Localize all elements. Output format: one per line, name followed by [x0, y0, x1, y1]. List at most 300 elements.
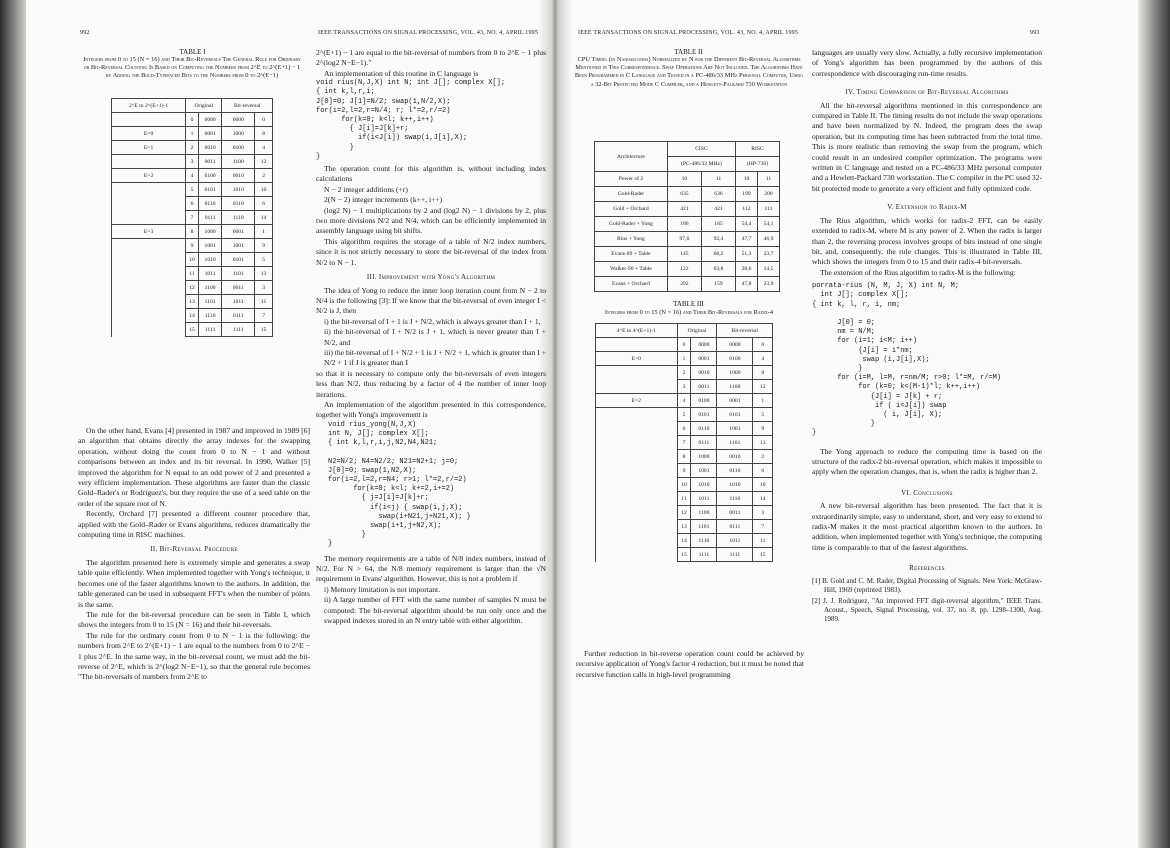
- index-cell: 9: [186, 239, 199, 253]
- group-cell: [596, 464, 678, 478]
- index-cell: 11: [677, 492, 691, 506]
- table-row: [596, 548, 773, 562]
- group-cell: [596, 366, 678, 380]
- table-row: [596, 506, 773, 520]
- timing-cell: 186: [667, 217, 701, 232]
- binary-cell: 1101: [222, 267, 255, 281]
- algorithm-name-cell: Walker-90 + Table: [595, 262, 668, 277]
- paragraph: Recently, Orchard [7] presented a different counter procedure that, applied with the Gold–Rader or Evans algorithms, reduces dramatically the computing time in RISC machines.: [78, 509, 310, 540]
- timing-cell: 199: [736, 187, 758, 202]
- timing-cell: 122: [667, 262, 701, 277]
- timing-cell: 112: [736, 202, 758, 217]
- index-cell: 14: [677, 534, 691, 548]
- reversed-index-cell: 9: [255, 239, 273, 253]
- binary-cell: 1000: [717, 366, 753, 380]
- timing-cell: 636: [701, 187, 735, 202]
- binary-cell: 0111: [717, 520, 753, 534]
- paragraph: The memory requirements are a table of N/8 index numbers, instead of N/2. For N > 64, the N/8 memory requirement is larger than the √N requirement in Evans' algorithm. However, this is not a problem if: [316, 553, 546, 584]
- binary-cell: 1011: [222, 295, 255, 309]
- group-cell: [596, 450, 678, 464]
- binary-cell: 1010: [691, 478, 717, 492]
- reversed-index-cell: 5: [255, 253, 273, 267]
- binary-cell: 1010: [198, 253, 222, 267]
- table-row: [596, 478, 773, 492]
- table-row: [596, 492, 773, 506]
- timing-cell: 51,3: [736, 247, 758, 262]
- index-cell: 8: [677, 450, 691, 464]
- reversed-index-cell: 3: [255, 281, 273, 295]
- table-row: [112, 197, 273, 211]
- reversed-index-cell: 9: [753, 422, 773, 436]
- table-row: [112, 295, 273, 309]
- index-cell: 3: [186, 155, 199, 169]
- binary-cell: 0100: [717, 352, 753, 366]
- timing-cell: 47,7: [736, 232, 758, 247]
- table-row: [112, 239, 273, 253]
- code-rius-yong: void rius_yong(N,J,X) int N, J[]; complex X[]; { int k,l,r,i,j,N2,N4,N21; N2=N/2; N4=N2/2; N21=N2+1; j=0; J[0]=0; swap(1,N2,X); for(i=2,l=2,r=N4; r>1; l*=2,r/=2) for(k=0; k<l; k+=2,i+=2) { j=J[i]=J[k]+r; if(i<j) { swap(i,j,X); swap(i+N21,j+N21,X); } swap(i+1,j+N2,X); } }: [328, 420, 471, 549]
- table-row: [595, 217, 780, 232]
- group-cell: [596, 408, 678, 422]
- binary-cell: 1100: [222, 155, 255, 169]
- group-cell: [112, 309, 186, 323]
- index-cell: 3: [677, 380, 691, 394]
- right-col2-text: [812, 48, 1042, 626]
- binary-cell: 1001: [198, 239, 222, 253]
- index-cell: 9: [677, 464, 691, 478]
- binary-cell: 0001: [691, 352, 717, 366]
- paragraph: so that it is necessary to compute only the bit-reversals of even integers less than N/2, thus reducing by a factor of 4 the number of inner loop iterations.: [316, 368, 546, 399]
- table2-caption: CPU Timing (in Nanoseconds) Normalized by N for the Different Bit-Reversal Algorithms Mentioned in This Correspondence. Swap Operations Are Not Included. The Algorithms Have Been Programmed in C Language and Tested in a PC-486/33 MHz Personal Computer, Using a 32-Bit Protected Mode C Compiler, and a Hewlett-Packard 730 Workstation: [574, 56, 804, 88]
- binary-cell: 1110: [222, 211, 255, 225]
- index-cell: 6: [677, 422, 691, 436]
- binary-cell: 0010: [198, 141, 222, 155]
- group-cell: [112, 183, 186, 197]
- index-cell: 5: [186, 183, 199, 197]
- binary-cell: 1111: [691, 548, 717, 562]
- group-cell: E=1: [112, 141, 186, 155]
- reversed-index-cell: 8: [753, 366, 773, 380]
- section3-title: III. Improvement with Yong's Algorithm: [366, 273, 496, 282]
- col-subheader: (PC-486/33 MHz): [667, 157, 735, 172]
- binary-cell: 0000: [222, 113, 255, 127]
- index-cell: 13: [677, 520, 691, 534]
- binary-cell: 1110: [717, 492, 753, 506]
- index-cell: 6: [186, 197, 199, 211]
- timing-cell: 10: [736, 172, 758, 187]
- table2: [594, 141, 780, 292]
- binary-cell: 1111: [198, 323, 222, 337]
- binary-cell: 1011: [717, 534, 753, 548]
- right-running-head: IEEE TRANSACTIONS ON SIGNAL PROCESSING, VOL. 43, NO. 4, APRIL 1995: [578, 30, 799, 36]
- table-row: [596, 352, 773, 366]
- binary-cell: 1101: [198, 295, 222, 309]
- binary-cell: 0111: [222, 309, 255, 323]
- binary-cell: 0000: [198, 113, 222, 127]
- reversed-index-cell: 7: [753, 520, 773, 534]
- reference-item: [2] J. J. Rodriguez, "An improved FFT digit-reversal algorithm," IEEE Trans. Acoust., Speech, Signal Processing, vol. 37, no. 8, pp. 1298–1300, Aug. 1989.: [812, 596, 1042, 623]
- left-col1-text: [78, 426, 310, 683]
- reversed-index-cell: 14: [753, 492, 773, 506]
- col-header: Bit-reversal: [222, 99, 273, 113]
- timing-cell: 11: [701, 172, 735, 187]
- binary-cell: 0011: [717, 506, 753, 520]
- reversed-index-cell: 1: [255, 225, 273, 239]
- col-header: Architecture: [595, 142, 668, 172]
- list-item: i) Memory limitation is not important.: [324, 584, 441, 594]
- list-item: iii) the bit-reversal of I + N/2 + 1 is J + N/2 + 1, which is greater than I + N/2 + 1 if J is greater than I: [324, 347, 546, 368]
- table-row: [596, 450, 773, 464]
- group-cell: [112, 253, 186, 267]
- binary-cell: 1011: [198, 267, 222, 281]
- paragraph: The operation count for this algorithm is, without including index calculations: [316, 164, 546, 184]
- timing-cell: 54,1: [757, 217, 779, 232]
- reversed-index-cell: 4: [753, 352, 773, 366]
- binary-cell: 1101: [717, 436, 753, 450]
- code-rius: void rius(N,J,X) int N; int J[]; complex X[]; { int k,l,r,i; J[0]=0; J[1]=N/2; swap(1,N/2,X); for(i=2,l=2,r=N/4; r; l*=2,r/=2) for(k=0; k<l; k++,i++) { J[i]=J[k]+r; if(i<J[i]) swap(i,J[i],X); } }: [316, 79, 506, 161]
- reversed-index-cell: 12: [753, 380, 773, 394]
- reversed-index-cell: 5: [753, 408, 773, 422]
- right-scan-edge: [1138, 0, 1170, 848]
- group-cell: E=2: [596, 394, 678, 408]
- reversed-index-cell: 2: [753, 450, 773, 464]
- table-header-row: [596, 324, 773, 338]
- table-row: [595, 232, 780, 247]
- binary-cell: 1001: [222, 239, 255, 253]
- group-cell: [112, 295, 186, 309]
- table-header-row: [595, 142, 780, 157]
- reversed-index-cell: 6: [255, 197, 273, 211]
- table-row: [595, 172, 780, 187]
- table-row: [596, 520, 773, 534]
- reversed-index-cell: 3: [753, 506, 773, 520]
- index-cell: 2: [677, 366, 691, 380]
- op-item: 2(N − 2) integer increments (k++, i++): [324, 195, 443, 205]
- binary-cell: 1000: [691, 450, 717, 464]
- group-cell: [596, 506, 678, 520]
- index-cell: 2: [186, 141, 199, 155]
- table3: [595, 323, 773, 562]
- binary-cell: 1110: [198, 309, 222, 323]
- paragraph: The extension of the Rius algorithm to radix-M is the following:: [820, 267, 1016, 277]
- binary-cell: 0011: [222, 281, 255, 295]
- table-row: [112, 127, 273, 141]
- binary-cell: 0100: [222, 141, 255, 155]
- timing-cell: 159: [701, 277, 735, 292]
- table1: [111, 98, 273, 337]
- table-row: [596, 422, 773, 436]
- reversed-index-cell: 13: [753, 436, 773, 450]
- binary-cell: 1100: [691, 506, 717, 520]
- index-cell: 4: [677, 394, 691, 408]
- reversed-index-cell: 12: [255, 155, 273, 169]
- table-row: [112, 281, 273, 295]
- table-row: [596, 436, 773, 450]
- left-page-number: 992: [80, 30, 90, 36]
- index-cell: 10: [677, 478, 691, 492]
- table-row: [595, 247, 780, 262]
- col-subheader: (HP-730): [736, 157, 780, 172]
- group-cell: [596, 478, 678, 492]
- index-cell: 12: [677, 506, 691, 520]
- paragraph: An implementation of this routine in C language is: [324, 68, 479, 78]
- binary-cell: 0110: [222, 197, 255, 211]
- algorithm-name-cell: Power of 2: [595, 172, 668, 187]
- reversed-index-cell: 10: [753, 478, 773, 492]
- timing-cell: 421: [667, 202, 701, 217]
- binary-cell: 1011: [691, 492, 717, 506]
- index-cell: 10: [186, 253, 199, 267]
- index-cell: 14: [186, 309, 199, 323]
- timing-cell: 63,8: [701, 262, 735, 277]
- timing-cell: 635: [667, 187, 701, 202]
- table3-title: TABLE III: [673, 300, 704, 308]
- binary-cell: 1110: [691, 534, 717, 548]
- timing-cell: 23,7: [757, 247, 779, 262]
- binary-cell: 0010: [717, 450, 753, 464]
- binary-cell: 0000: [691, 338, 717, 352]
- table-header-row: [112, 99, 273, 113]
- paragraph: languages are usually very slow. Actually, a fully recursive implementation of Yong's algorithm has been programmed by the authors of this correspondence with discouraging run-time results.: [812, 48, 1042, 78]
- reversed-index-cell: 2: [255, 169, 273, 183]
- table1-title: TABLE I: [179, 48, 206, 56]
- reversed-index-cell: 0: [255, 113, 273, 127]
- table-row: [112, 183, 273, 197]
- binary-cell: 0001: [222, 225, 255, 239]
- group-cell: [596, 422, 678, 436]
- index-cell: 13: [186, 295, 199, 309]
- table-row: [112, 211, 273, 225]
- binary-cell: 0100: [691, 394, 717, 408]
- op-item: N − 2 integer additions (+r): [324, 184, 408, 194]
- binary-cell: 1010: [717, 478, 753, 492]
- reversed-index-cell: 15: [255, 323, 273, 337]
- index-cell: 12: [186, 281, 199, 295]
- timing-cell: 47,8: [736, 277, 758, 292]
- col-header: Original: [186, 99, 222, 113]
- table-row: [112, 155, 273, 169]
- op-item: (log2 N) − 1 multiplications by 2 and (log2 N) − 1 divisions by 2, plus two more divisions N/2 and N/4, which can be efficiently implemented in assembly language using bit shifts.: [316, 205, 546, 236]
- binary-cell: 0110: [691, 422, 717, 436]
- binary-cell: 0101: [198, 183, 222, 197]
- binary-cell: 1001: [717, 422, 753, 436]
- group-cell: [112, 211, 186, 225]
- paragraph: Further reduction in bit-reverse operation count could be achieved by recursive application of Yong's factor 4 reduction, but it must be noted that recursive function calls in high-level programming: [576, 649, 804, 679]
- index-cell: 8: [186, 225, 199, 239]
- timing-cell: 11: [757, 172, 779, 187]
- index-cell: 0: [677, 338, 691, 352]
- binary-cell: 1100: [717, 380, 753, 394]
- reversed-index-cell: 8: [255, 127, 273, 141]
- algorithm-name-cell: Evans + Orchard: [595, 277, 668, 292]
- binary-cell: 0110: [717, 464, 753, 478]
- group-cell: [112, 197, 186, 211]
- binary-cell: 0101: [691, 408, 717, 422]
- binary-cell: 0011: [198, 155, 222, 169]
- group-cell: [112, 267, 186, 281]
- binary-cell: 0011: [691, 380, 717, 394]
- table-row: [595, 277, 780, 292]
- group-cell: [596, 520, 678, 534]
- algorithm-name-cell: Gold-Rader + Yong: [595, 217, 668, 232]
- binary-cell: 1000: [198, 225, 222, 239]
- table-row: [596, 394, 773, 408]
- paragraph: The Rius algorithm, which works for radix-2 FFT, can be easily extended to radix-M, where M is any power of 2. When the radix is larger than 2, the reversing process involves groups of bits instead of one single bit, and, consequently, the rule changes. This is illustrated in Table III, which shows the integers from 0 to 15 and their radix-4 bit-reversals.: [812, 215, 1042, 267]
- table-row: [595, 202, 780, 217]
- timing-cell: 92,4: [701, 232, 735, 247]
- col-header: Original: [677, 324, 717, 338]
- binary-cell: 1111: [222, 323, 255, 337]
- timing-cell: 54,4: [736, 217, 758, 232]
- timing-cell: 46,9: [757, 232, 779, 247]
- timing-cell: 97,6: [667, 232, 701, 247]
- group-cell: E=0: [596, 352, 678, 366]
- index-cell: 7: [186, 211, 199, 225]
- table-row: [112, 169, 273, 183]
- table-row: [112, 225, 273, 239]
- reversed-index-cell: 10: [255, 183, 273, 197]
- paragraph: This algorithm requires the storage of a table of N/2 index numbers, since it is not strictly necessary to store the bit-reversal of the index from N/2 to N − 1.: [316, 236, 546, 267]
- reversed-index-cell: 15: [753, 548, 773, 562]
- group-cell: [596, 548, 678, 562]
- group-cell: [596, 492, 678, 506]
- reversed-index-cell: 1: [753, 394, 773, 408]
- table-row: [596, 408, 773, 422]
- binary-cell: 0010: [222, 169, 255, 183]
- reversed-index-cell: 7: [255, 309, 273, 323]
- table-row: [596, 464, 773, 478]
- group-cell: [112, 113, 186, 127]
- group-cell: E=2: [112, 169, 186, 183]
- table-row: [112, 309, 273, 323]
- reversed-index-cell: 6: [753, 464, 773, 478]
- index-cell: 15: [186, 323, 199, 337]
- reversed-index-cell: 4: [255, 141, 273, 155]
- left-scan-edge: [0, 0, 26, 848]
- table-row: [112, 267, 273, 281]
- timing-cell: 421: [701, 202, 735, 217]
- binary-cell: 1111: [717, 548, 753, 562]
- list-item: ii) A large number of FFT with the same number of samples N must be computed: The bit-reversal algorithm should be run only once and the swapped indexes stored in an N entry table with either algorithm.: [324, 595, 546, 626]
- section6-title: VI. Conclusions: [901, 488, 953, 497]
- table3-caption: Integers from 0 to 15 (N = 16) and Their Bit-Reversals for Radix-4: [604, 309, 774, 316]
- group-cell: [596, 338, 678, 352]
- binary-cell: 0101: [717, 408, 753, 422]
- table-row: [595, 187, 780, 202]
- reversed-index-cell: 13: [255, 267, 273, 281]
- index-cell: 1: [186, 127, 199, 141]
- timing-cell: 23,9: [757, 277, 779, 292]
- col-header: CISC: [667, 142, 735, 157]
- index-cell: 0: [186, 113, 199, 127]
- group-cell: [596, 380, 678, 394]
- table-row: [112, 323, 273, 337]
- algorithm-name-cell: Evans-89 + Table: [595, 247, 668, 262]
- list-item: ii) the bit-reversal of I + N/2 is J + 1, which is never greater than I + N/2, and: [324, 327, 546, 347]
- timing-cell: 145: [667, 247, 701, 262]
- binary-cell: 1000: [222, 127, 255, 141]
- group-cell: [112, 281, 186, 295]
- paragraph: The rule for the bit-reversal procedure can be seen in Table I, which shows the integers from 0 to 15 (N = 16) and their bit-reversals.: [78, 609, 310, 630]
- right-page-number: 993: [1030, 30, 1040, 36]
- col-header: RISC: [736, 142, 780, 157]
- paragraph: 2^(E+1) − 1 are equal to the bit-reversal of numbers from 0 to 2^E − 1 plus 2^(log2 N−E−1).": [316, 48, 546, 68]
- binary-cell: 1100: [198, 281, 222, 295]
- index-cell: 4: [186, 169, 199, 183]
- group-cell: [596, 534, 678, 548]
- algorithm-name-cell: Gold-Rader: [595, 187, 668, 202]
- reversed-index-cell: 0: [753, 338, 773, 352]
- reversed-index-cell: 11: [753, 534, 773, 548]
- timing-cell: 200: [757, 187, 779, 202]
- binary-cell: 1010: [222, 183, 255, 197]
- binary-cell: 0010: [691, 366, 717, 380]
- binary-cell: 0111: [198, 211, 222, 225]
- group-cell: E=3: [112, 225, 186, 239]
- col-header: Bit-reversal: [717, 324, 773, 338]
- timing-cell: 111: [757, 202, 779, 217]
- reversed-index-cell: 11: [255, 295, 273, 309]
- table1-caption: Integers from 0 to 15 (N = 16) and Their Bit-Reversals The General Rule for Ordinary or Bit-Reversal Counting Is Based on Computing the Numbers from 2^E to 2^(E+1) − 1 by Adding the Bold-Typefaced Bits to the Numbers from 0 to 2^(E−1): [83, 56, 301, 80]
- section2-title: II. Bit-Reversal Procedure: [150, 545, 238, 554]
- col-header: 2^E to 2^(E+1)-1: [112, 99, 186, 113]
- binary-cell: 0000: [717, 338, 753, 352]
- timing-cell: 14,5: [757, 262, 779, 277]
- table-row: [596, 534, 773, 548]
- index-cell: 11: [186, 267, 199, 281]
- paragraph: The idea of Yong to reduce the inner loop iteration count from N − 2 to N/4 is the following [3]: If we know that the bit-reversal of even integer I < N/2 is J, then: [316, 285, 546, 316]
- section5-title: V. Extension to Radix-M: [887, 203, 967, 212]
- timing-cell: 292: [667, 277, 701, 292]
- table-row: [596, 366, 773, 380]
- group-cell: E=0: [112, 127, 186, 141]
- list-item: i) the bit-reversal of I + 1 is J + N/2, which is always greater than I + 1,: [324, 316, 541, 326]
- group-cell: [112, 155, 186, 169]
- paragraph: The algorithm presented here is extremely simple and generates a swap table quite efficiently. When implemented together with Yong's technique, it becomes one of the faster algorithms known to the authors. In addition, the table generated can be used in subsequent FFT's when the number of points is the same.: [78, 557, 310, 609]
- left-col2-text: [316, 48, 546, 626]
- index-cell: 1: [677, 352, 691, 366]
- table2-title: TABLE II: [674, 48, 703, 56]
- binary-cell: 1001: [691, 464, 717, 478]
- references-title: References: [909, 564, 945, 573]
- paragraph: An implementation of the algorithm presented in this correspondence, together with Yong's improvement is: [316, 399, 546, 420]
- binary-cell: 0111: [691, 436, 717, 450]
- timing-cell: 185: [701, 217, 735, 232]
- binary-cell: 0001: [198, 127, 222, 141]
- table-row: [112, 113, 273, 127]
- index-cell: 5: [677, 408, 691, 422]
- right-col1-text: [576, 649, 804, 680]
- binary-cell: 0100: [198, 169, 222, 183]
- table-row: [595, 262, 780, 277]
- timing-cell: 28,6: [736, 262, 758, 277]
- reversed-index-cell: 14: [255, 211, 273, 225]
- group-cell: [112, 323, 186, 337]
- paragraph: A new bit-reversal algorithm has been presented. The fact that it is extraordinarily simple, easy to understand, short, and very easy to extend to radix-M makes it the most practical algorithm known to the authors. In addition, when implemented together with Yong's technique, the computing time is comparable to that of the fastest algorithms.: [812, 501, 1042, 552]
- binary-cell: 0110: [198, 197, 222, 211]
- index-cell: 15: [677, 548, 691, 562]
- binary-cell: 0001: [717, 394, 753, 408]
- left-running-head: IEEE TRANSACTIONS ON SIGNAL PROCESSING, VOL. 43, NO. 4, APRIL 1995: [318, 30, 539, 36]
- code-porrata-rius: porrata-rius (N, M, J, X) int N, M; int J[]; complex X[]; { int k, l, r, i, nm; J[0] = 0; nm = N/M; for (i=1; i<M; i++) {J[i] = i*nm; swap (i,J[i],X); } for (i=M, l=M, r=nm/M; r>0; l*=M, r/=M) for (k=0; k<(M-1)*l; k++,i++) {J[i] = J[k] + r; if ( i<J[i]) swap ( i, J[i], X); } }: [812, 282, 1002, 438]
- timing-cell: 10: [667, 172, 701, 187]
- index-cell: 7: [677, 436, 691, 450]
- table-row: [112, 253, 273, 267]
- section4-title: IV. Timing Comparison of Bit-Reversal Algorithms: [845, 88, 1009, 97]
- algorithm-name-cell: Gold + Orchard: [595, 202, 668, 217]
- binary-cell: 0101: [222, 253, 255, 267]
- group-cell: [112, 239, 186, 253]
- table-row: [596, 338, 773, 352]
